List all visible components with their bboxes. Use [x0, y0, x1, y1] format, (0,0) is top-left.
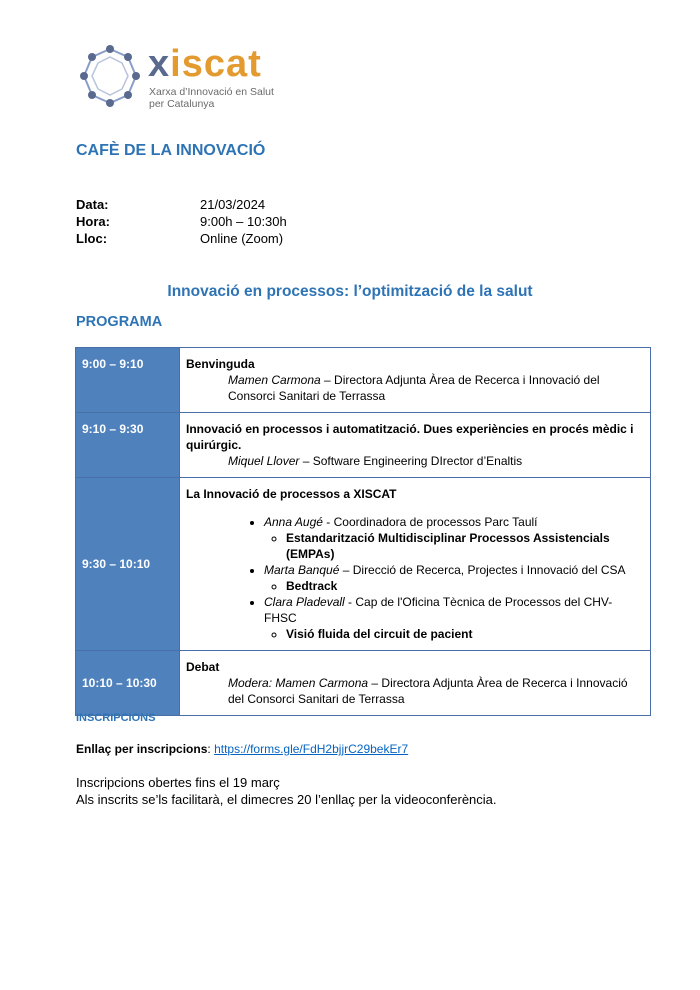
- session-cell: [180, 651, 651, 716]
- time-cell: 10:10 – 10:30: [76, 651, 180, 716]
- logo-wordmark: xiscat: [148, 43, 262, 85]
- list-item: • Clara Pladevall - Cap de l'Oficina Tècnica de Processos del CHV-FHSC ◦ Visió fluida del circuit de pacient: [264, 594, 644, 642]
- event-time-row: Hora: 9:00h – 10:30h: [76, 214, 287, 229]
- event-details: [76, 196, 287, 247]
- programa-heading: PROGRAMA: [76, 314, 163, 330]
- registration-link[interactable]: https://forms.gle/FdH2bjjrC29bekEr7: [214, 742, 409, 756]
- time-cell: 9:10 – 9:30: [76, 413, 180, 478]
- event-place-row: Lloc: Online (Zoom): [76, 231, 284, 246]
- session-cell: [180, 348, 651, 413]
- session-title: Innovació en processos i automatització. Dues experiències en procés mèdic i quirúrgic.: [186, 422, 634, 452]
- logo-tagline: Xarxa d’Innovació en Salut per Catalunya: [149, 86, 274, 110]
- list-item: • Marta Banqué – Direcció de Recerca, Projectes i Innovació del CSA ◦ Bedtrack: [264, 562, 644, 594]
- topic-item: ◦ Estandarització Multidisciplinar Processos Assistencials (EMPAs): [286, 530, 644, 562]
- table-row: [76, 413, 651, 478]
- session-cell: [180, 413, 651, 478]
- session-speaker: Modera: Mamen Carmona – Directora Adjunta Àrea de Recerca i Innovació del Consorci Sanitari de Terrassa: [228, 676, 628, 706]
- speaker-list: [186, 514, 644, 642]
- time-cell: 9:30 – 10:10: [76, 478, 180, 651]
- topic-item: ◦ Bedtrack: [286, 578, 644, 594]
- session-speaker: Mamen Carmona – Directora Adjunta Àrea de Recerca i Innovació del Consorci Sanitari de Terrassa: [228, 373, 600, 403]
- session-speaker: Miquel Llover – Software Engineering DIrector d’Enaltis: [228, 454, 523, 468]
- inscripcions-heading: INSCRIPCIONS: [76, 712, 156, 724]
- table-row: [76, 651, 651, 716]
- event-date-row: Data: 21/03/2024: [76, 197, 266, 212]
- topic-item: ◦ Visió fluida del circuit de pacient: [286, 626, 644, 642]
- page-title: CAFÈ DE LA INNOVACIÓ: [76, 142, 266, 159]
- session-cell: [180, 478, 651, 651]
- table-row: [76, 348, 651, 413]
- registration-notes: Inscripcions obertes fins el 19 març Als inscrits se’ls facilitarà, el dimecres 20 l’enllaç per la videoconferència.: [76, 775, 497, 807]
- program-table: [75, 347, 651, 716]
- table-row: [76, 478, 651, 651]
- session-title: Benvinguda: [186, 357, 255, 371]
- time-cell: 9:00 – 9:10: [76, 348, 180, 413]
- session-title: Debat: [186, 660, 220, 674]
- event-subtitle: Innovació en processos: l’optimització de la salut: [167, 283, 533, 300]
- list-item: • Anna Augé - Coordinadora de processos Parc Taulí ◦ Estandarització Multidisciplinar Processos Assistencials (EMPAs): [264, 514, 644, 562]
- registration-line: Enllaç per inscripcions: https://forms.gle/FdH2bjjrC29bekEr7: [76, 742, 409, 756]
- session-title: La Innovació de processos a XISCAT: [186, 487, 397, 501]
